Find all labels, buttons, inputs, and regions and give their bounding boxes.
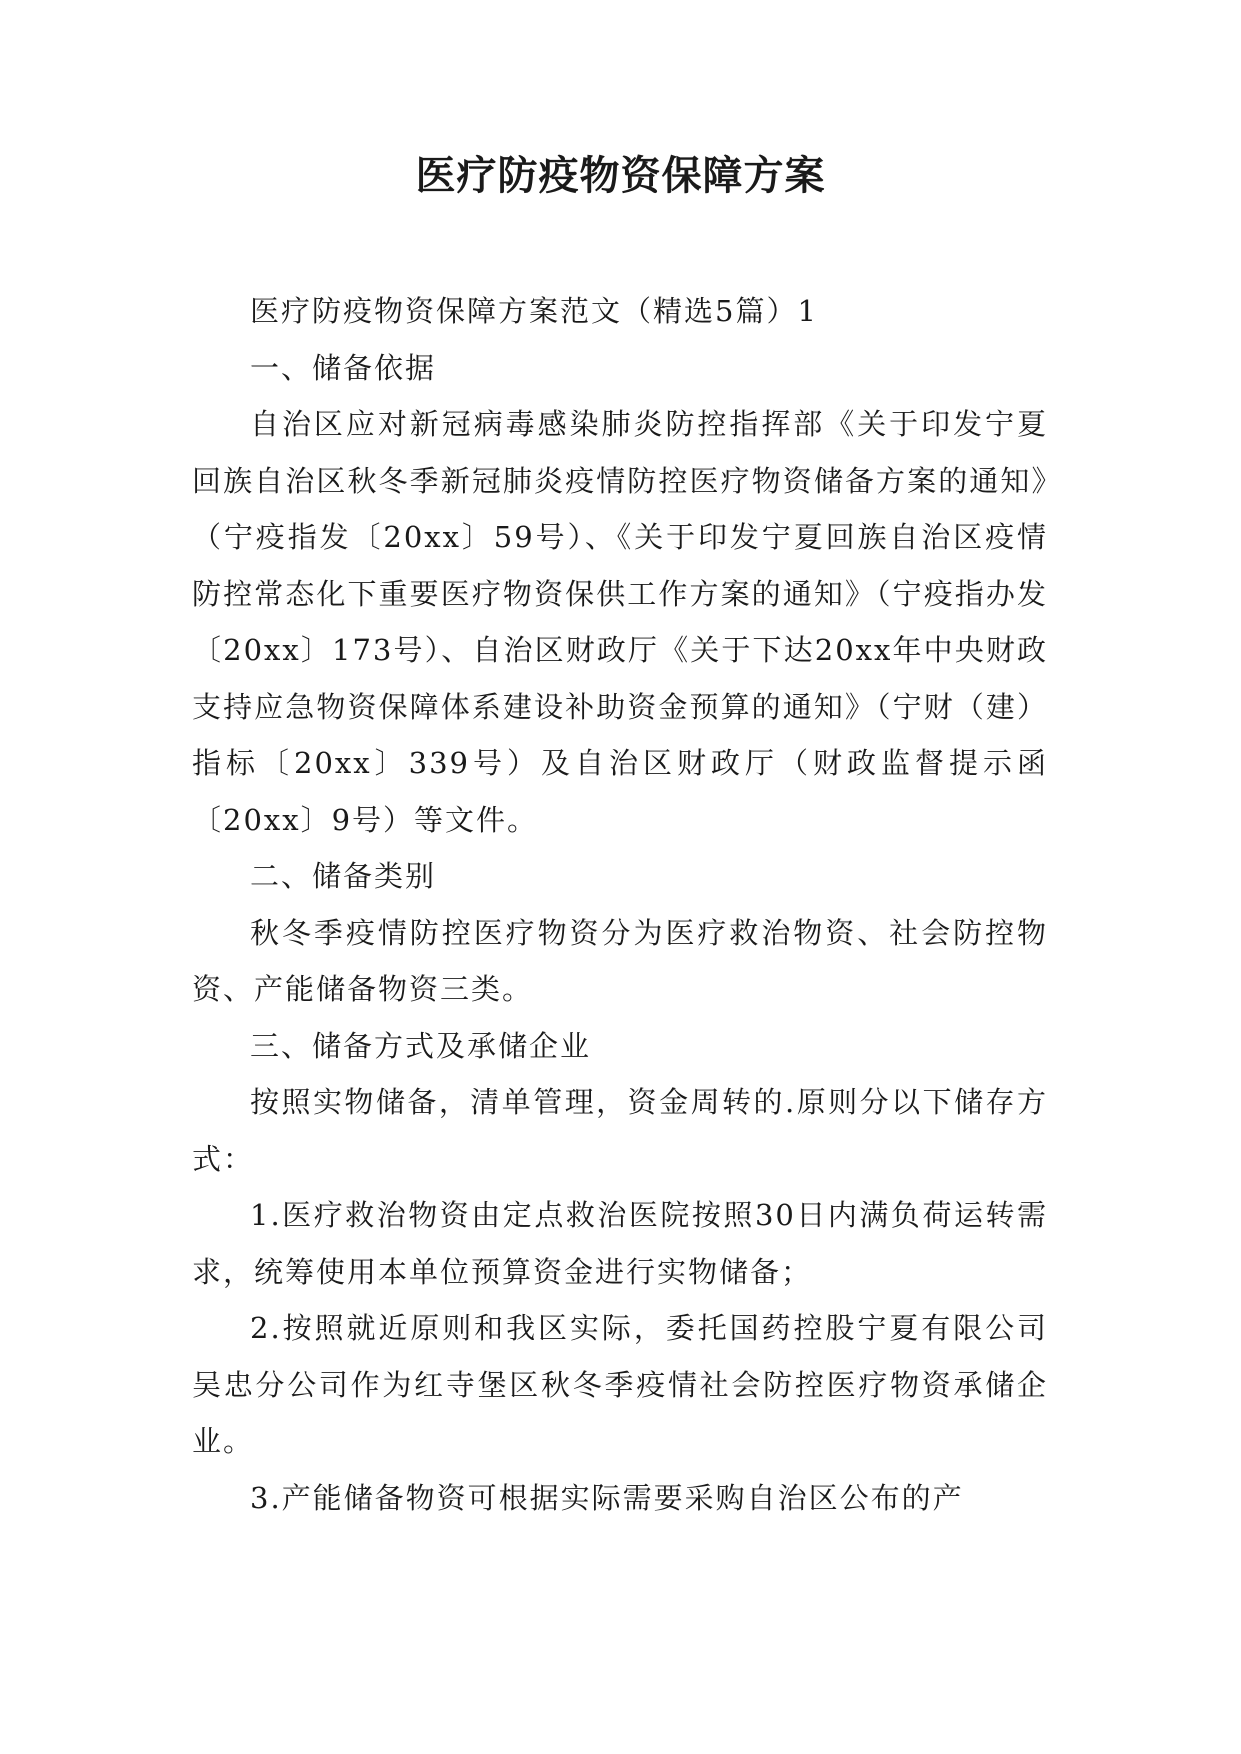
paragraph-basis: 自治区应对新冠病毒感染肺炎防控指挥部《关于印发宁夏回族自治区秋冬季新冠肺炎疫情防控医疗物资储备方案的通知》（宁疫指发〔20xx〕59号）、《关于印发宁夏回族自治区疫情防控常态化下重要医疗物资保供工作方案的通知》（宁疫指办发〔20xx〕173号）、自治区财政厅《关于下达20xx年中央财政支持应急物资保障体系建设补助资金预算的通知》（宁财（建）指标〔20xx〕339号）及自治区财政厅（财政监督提示函〔20xx〕9号）等文件。 <box>192 407 1048 837</box>
document-title: 医疗防疫物资保障方案 <box>415 153 826 199</box>
document-subtitle: 医疗防疫物资保障方案范文（精选5篇）1 <box>250 294 818 328</box>
section-heading-methods: 三、储备方式及承储企业 <box>250 1028 592 1063</box>
list-item-3: 3.产能储备物资可根据实际需要采购自治区公布的产 <box>250 1480 964 1515</box>
list-item-2: 2.按照就近原则和我区实际，委托国药控股宁夏有限公司吴忠分公司作为红寺堡区秋冬季疫情社会防控医疗物资承储企业。 <box>192 1311 1048 1458</box>
document-body <box>192 283 1048 1526</box>
list-item-1: 1.医疗救治物资由定点救治医院按照30日内满负荷运转需求，统筹使用本单位预算资金进行实物储备； <box>192 1198 1048 1289</box>
paragraph-methods: 按照实物储备，清单管理，资金周转的.原则分以下储存方式： <box>192 1085 1048 1176</box>
paragraph-categories: 秋冬季疫情防控医疗物资分为医疗救治物资、社会防控物资、产能储备物资三类。 <box>192 915 1048 1006</box>
section-heading-categories: 二、储备类别 <box>250 859 437 893</box>
section-heading-basis: 一、储备依据 <box>250 350 437 385</box>
